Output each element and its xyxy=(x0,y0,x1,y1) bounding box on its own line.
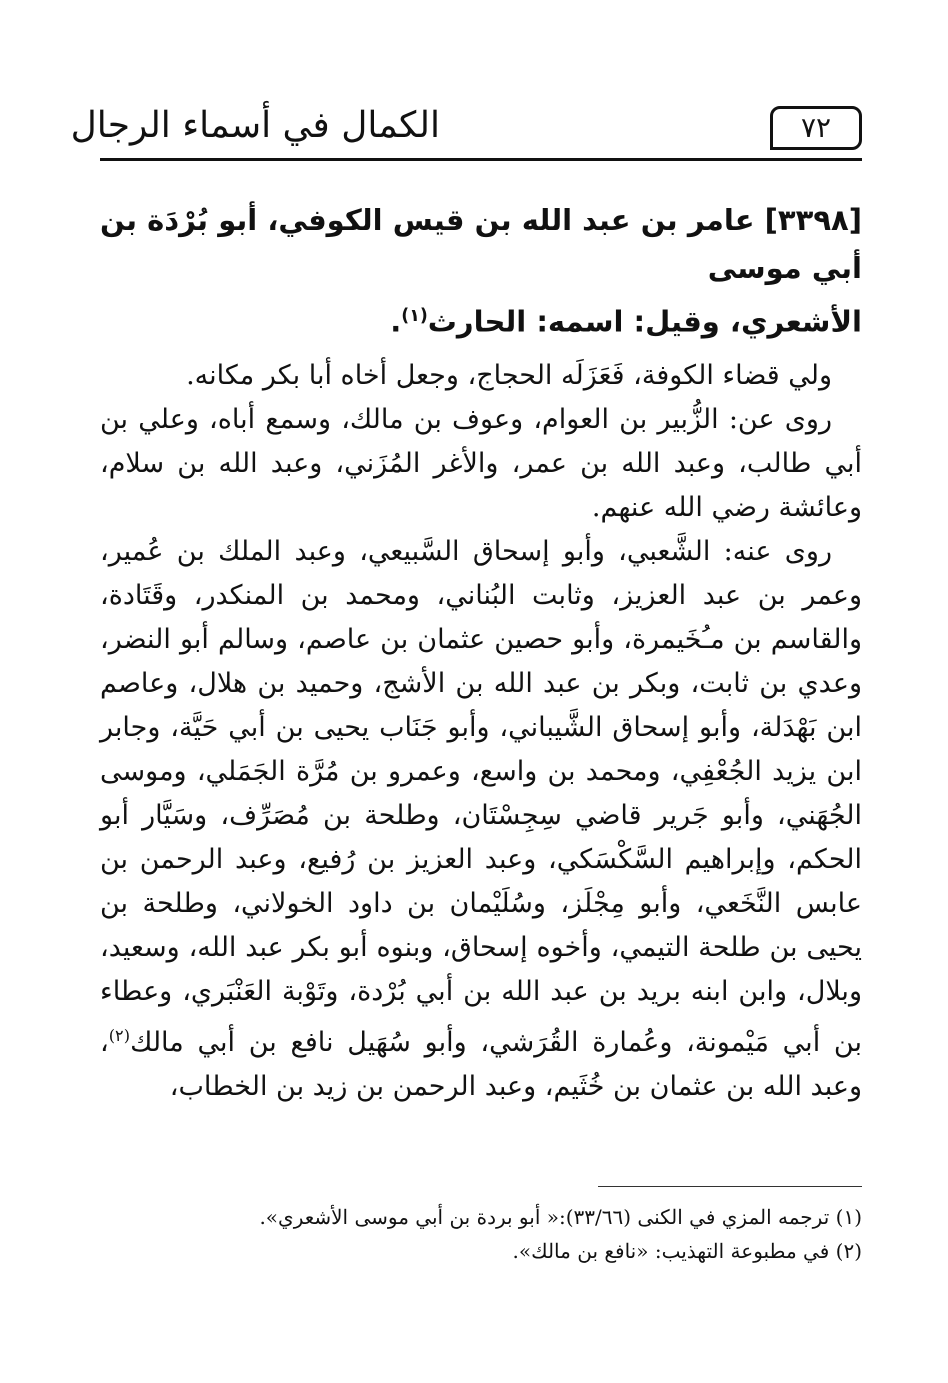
book-title-calligraphy: الكمال في أسماء الرجال xyxy=(70,105,440,146)
narrators-text: روى عنه: الشَّعبي، وأبو إسحاق السَّبيعي، وعبد الملك بن عُمير، وعمر بن عبد العزيز، وثابت البُناني، ومحمد بن المنكدر، وقَتَادة، والقاسم بن مـُخَيمرة، وأبو حصين عثمان بن عاصم، وسالم أبو النضر، وعدي بن ثابت، وبكر بن عبد الله بن الأشج، وحميد بن هلال، وعاصم ابن بَهْدَلة، وأبو إسحاق الشَّيباني، وأبو جَنَاب يحيى بن أبي حَيَّة، وجابر ابن يزيد الجُعْفِي، ومحمد بن واسع، وعمرو بن مُرَّة الجَمَلي، وموسى الجُهَني، وأبو جَرير قاضي سِجِسْتَان، وطلحة بن مُصَرِّف، وسَيَّار أبو الحكم، وإبراهيم السَّكْسَكي، وعبد العزيز بن رُفيع، وعبد الرحمن بن عابس النَّخَعي، وأبو مِجْلَز، وسُلَيْمان بن داود الخولاني، وطلحة بن يحيى بن طلحة التيمي، وأخوه إسحاق، وبنوه أبو بكر عبد الله، وسعيد، وبلال، وابن ابنه بريد بن عبد الله بن أبي بُرْدة، وتَوْبة العَنْبَري، وعطاء بن أبي مَيْمونة، وعُمارة القُرَشي، وأبو سُهَيل نافع بن أبي مالك xyxy=(100,535,862,1058)
main-text xyxy=(100,196,862,1109)
entry-heading-end: . xyxy=(390,304,402,339)
footnotes xyxy=(100,1200,862,1268)
page-header xyxy=(70,100,862,160)
footnote-1: (١) ترجمه المزي في الكنى (٣٣/٦٦):« أبو بردة بن أبي موسى الأشعري». xyxy=(259,1205,862,1229)
footnote-rule xyxy=(598,1186,862,1187)
paragraph-narrated-from: روى عن: الزُّبير بن العوام، وعوف بن مالك، وسمع أباه، وعلي بن أبي طالب، وعبد الله بن عمر، والأغر المُزَني، وعبد الله بن سلام، وعائشة رضي الله عنهم. xyxy=(100,403,862,523)
paragraph-narrated-by xyxy=(100,530,862,1109)
narrators-text-continued: ، وعبد الله بن عثمان بن خُثَيم، وعبد الرحمن بن زيد بن الخطاب، xyxy=(100,1026,862,1102)
footnote-ref-2: (٢) xyxy=(108,1025,131,1045)
entry-heading-line1: [٣٣٩٨] عامر بن عبد الله بن قيس الكوفي، أبو بُرْدَة بن أبي موسى xyxy=(100,203,862,285)
footnote-ref-1: (١) xyxy=(401,306,428,326)
entry-heading-line2: الأشعري، وقيل: اسمه: الحارث xyxy=(427,304,862,339)
paragraph-judgeship: ولي قضاء الكوفة، فَعَزَلَه الحجاج، وجعل أخاه أبا بكر مكانه. xyxy=(186,359,832,391)
page-number: ٧٢ xyxy=(770,106,862,150)
footnote-2: (٢) في مطبوعة التهذيب: «نافع بن مالك». xyxy=(512,1239,862,1263)
header-rule xyxy=(100,158,862,161)
entry-heading xyxy=(100,196,862,346)
